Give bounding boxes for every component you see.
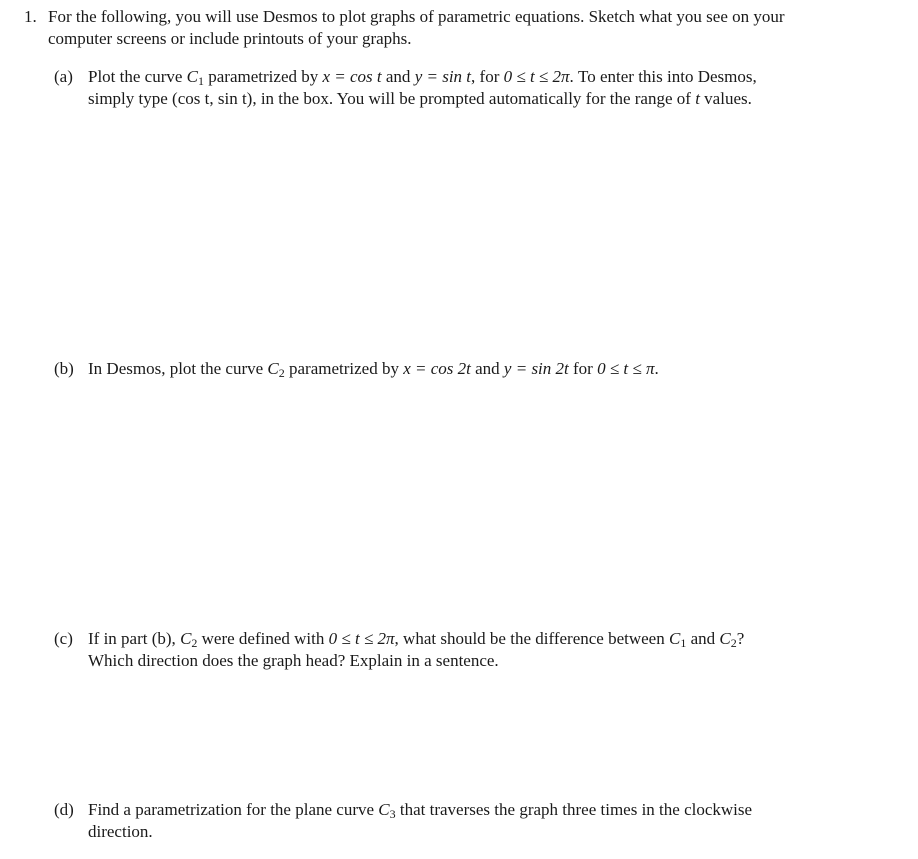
part-c-curve-2b-subscript: 2 [730,636,737,650]
part-a-y-equation: y = sin t [414,67,472,86]
part-d-text: that traverses the graph three times in the clockwise [395,800,753,819]
part-b-text: . [654,359,659,378]
part-c-line-2: Which direction does the graph head? Explain in a sentence. [88,651,499,670]
part-c-curve-2: C [180,629,192,648]
part-b-text: for [568,359,598,378]
part-a-text: simply type (cos t, sin t), in the box. You will be prompted automatically for the range of [88,89,696,108]
part-d-line-2: direction. [88,822,153,841]
part-b-y-equation: y = sin 2t [503,359,569,378]
part-a-text: parametrized by [204,67,323,86]
part-d-curve: C [378,800,390,819]
part-c-curve-2b: C [719,629,731,648]
part-a-text: , for [471,67,504,86]
part-c-text: , what should be the difference between [394,629,669,648]
part-a-x-equation: x = cos t [322,67,382,86]
part-d-body [88,799,906,843]
part-a-label: (a) [54,67,73,86]
part-b-body [88,358,906,380]
part-c-text: and [686,629,720,648]
part-c-body [88,628,906,672]
part-a-text: . To enter this into Desmos, [569,67,757,86]
part-a-variable: t [695,89,700,108]
problem-1 [24,6,906,50]
part-c-line-1 [88,628,906,650]
problem-1-statement [24,6,906,50]
part-b-curve: C [267,359,279,378]
part-b-curve-subscript: 2 [278,366,285,380]
part-a-curve-subscript: 1 [198,74,205,88]
part-b-x-equation: x = cos 2t [403,359,471,378]
part-c [54,628,906,672]
problem-line-2: computer screens or include printouts of your graphs. [48,29,412,48]
part-a-line-1 [88,66,906,88]
part-a-text: values. [699,89,752,108]
part-c-curve-2-subscript: 2 [191,636,198,650]
part-a-line-2 [88,88,906,110]
part-c-range: 0 ≤ t ≤ 2π [328,629,395,648]
part-b-text: In Desmos, plot the curve [88,359,268,378]
part-a [54,66,906,110]
part-a-curve: C [186,67,199,86]
part-a-body [88,66,906,110]
part-d-line-1 [88,799,906,821]
part-c-curve-1-subscript: 1 [680,636,687,650]
part-b-text: parametrized by [284,359,404,378]
part-d-label: (d) [54,800,74,819]
part-c-curve-1: C [668,629,681,648]
part-c-text: If in part (b), [88,629,181,648]
problem-text [48,6,906,50]
part-b [54,358,906,380]
part-d-text: Find a parametrization for the plane curve [88,800,379,819]
part-a-text: and [381,67,415,86]
part-a-range: 0 ≤ t ≤ 2π [503,67,570,86]
part-a-text: Plot the curve [88,67,187,86]
part-c-text: were defined with [197,629,329,648]
problem-line-1: For the following, you will use Desmos to plot graphs of parametric equations. Sketch what you see on your [48,7,785,26]
part-c-text: ? [736,629,745,648]
part-b-label: (b) [54,359,74,378]
problem-number: 1. [24,7,37,26]
part-d-curve-subscript: 3 [389,807,396,821]
part-b-range: 0 ≤ t ≤ π [597,359,655,378]
part-b-text: and [470,359,504,378]
part-c-label: (c) [54,629,73,648]
part-d [54,799,906,843]
part-b-line-1 [88,358,906,380]
